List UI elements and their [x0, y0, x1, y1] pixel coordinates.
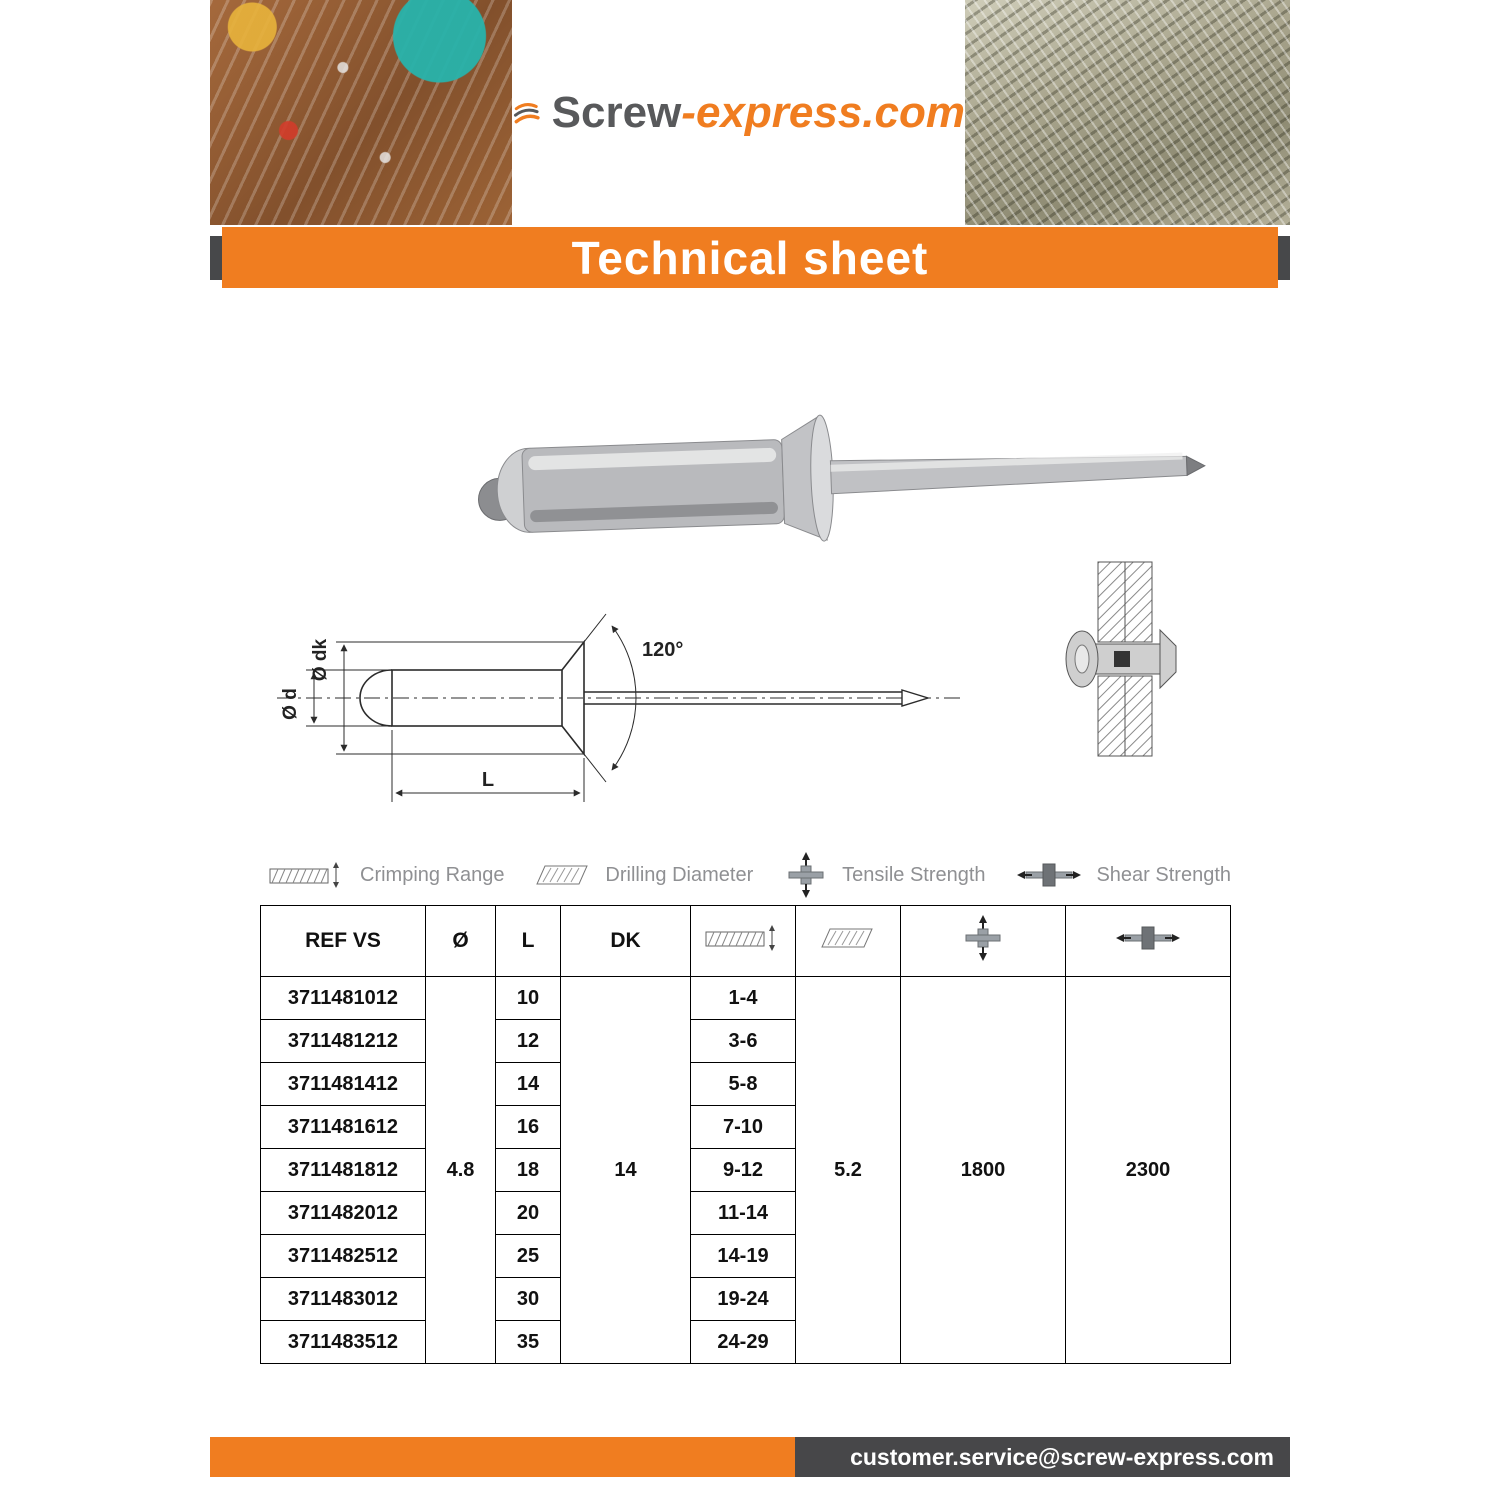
length-cell: 16 — [496, 1106, 561, 1149]
ref-cell: 3711482012 — [261, 1192, 426, 1235]
ref-cell: 3711483012 — [261, 1278, 426, 1321]
specification-table — [260, 905, 1231, 1364]
rivet-product-photo — [425, 388, 1235, 568]
rivet-dimension-drawing — [262, 548, 982, 848]
legend-item-shear — [1016, 859, 1231, 891]
crimp-cell: 14-19 — [691, 1235, 796, 1278]
legend-label: Drilling Diameter — [605, 863, 754, 886]
length-cell: 25 — [496, 1235, 561, 1278]
dimension-label-dk: Ø dk — [310, 638, 331, 682]
legend-label: Tensile Strength — [842, 863, 986, 886]
length-cell: 18 — [496, 1149, 561, 1192]
ref-cell: 3711481212 — [261, 1020, 426, 1063]
legend-label: Crimping Range — [360, 863, 505, 886]
crimp-cell: 24-29 — [691, 1321, 796, 1364]
legend-item-drilling — [535, 863, 753, 887]
footer-accent-strip — [210, 1437, 795, 1477]
length-cell: 35 — [496, 1321, 561, 1364]
length-cell: 14 — [496, 1063, 561, 1106]
installed-rivet-cross-section — [1048, 556, 1188, 761]
tensile-strength-icon — [961, 915, 1005, 961]
logo-text — [552, 88, 965, 138]
length-cell: 30 — [496, 1278, 561, 1321]
crimp-cell: 1-4 — [691, 977, 796, 1020]
table-header-row — [261, 906, 1231, 977]
drilling-diameter-icon — [535, 863, 591, 887]
header-tensile — [901, 906, 1066, 977]
ref-cell: 3711481612 — [261, 1106, 426, 1149]
logo — [512, 0, 965, 225]
length-cell: 12 — [496, 1020, 561, 1063]
length-cell: 10 — [496, 977, 561, 1020]
crimping-range-icon — [704, 924, 782, 952]
shear-strength-icon — [1016, 859, 1082, 891]
dk-cell: 14 — [561, 977, 691, 1364]
page-title: Technical sheet — [571, 231, 929, 284]
legend-item-tensile — [784, 852, 985, 898]
ref-cell: 3711481412 — [261, 1063, 426, 1106]
drilling-diameter-icon — [820, 926, 876, 950]
header-shear — [1066, 906, 1231, 977]
length-cell: 20 — [496, 1192, 561, 1235]
crimp-cell: 9-12 — [691, 1149, 796, 1192]
header-dk: DK — [561, 906, 691, 977]
title-banner — [222, 227, 1278, 288]
shear-strength-icon — [1115, 922, 1181, 954]
table-row — [261, 977, 1231, 1020]
customer-service-email: customer.service@screw-express.com — [850, 1443, 1274, 1470]
table-legend — [262, 852, 1237, 898]
screw-express-logo-icon — [512, 85, 540, 141]
header-crimping — [691, 906, 796, 977]
ref-cell: 3711481812 — [261, 1149, 426, 1192]
footer-bar — [210, 1437, 1290, 1477]
header-length: L — [496, 906, 561, 977]
angle-label: 120° — [642, 639, 684, 661]
shear-cell: 2300 — [1066, 977, 1231, 1364]
legend-item-crimping — [268, 861, 505, 889]
legend-label: Shear Strength — [1096, 863, 1231, 886]
hero-banner — [210, 0, 1290, 225]
crimp-cell: 7-10 — [691, 1106, 796, 1149]
diameter-cell: 4.8 — [426, 977, 496, 1364]
logo-brand: Screw — [551, 87, 682, 137]
ref-cell: 3711483512 — [261, 1321, 426, 1364]
screws-photo — [965, 0, 1290, 225]
length-label: L — [481, 769, 495, 791]
header-drilling — [796, 906, 901, 977]
crimp-cell: 5-8 — [691, 1063, 796, 1106]
drill-cell: 5.2 — [796, 977, 901, 1364]
crimp-cell: 3-6 — [691, 1020, 796, 1063]
workbench-photo — [210, 0, 512, 225]
crimp-cell: 19-24 — [691, 1278, 796, 1321]
tensile-strength-icon — [784, 852, 828, 898]
logo-suffix: -express.com — [681, 87, 965, 137]
crimp-cell: 11-14 — [691, 1192, 796, 1235]
header-ref: REF VS — [261, 906, 426, 977]
ref-cell: 3711481012 — [261, 977, 426, 1020]
tensile-cell: 1800 — [901, 977, 1066, 1364]
header-diameter: Ø — [426, 906, 496, 977]
dimension-label-d: Ø d — [280, 688, 301, 720]
ref-cell: 3711482512 — [261, 1235, 426, 1278]
crimping-range-icon — [268, 861, 346, 889]
